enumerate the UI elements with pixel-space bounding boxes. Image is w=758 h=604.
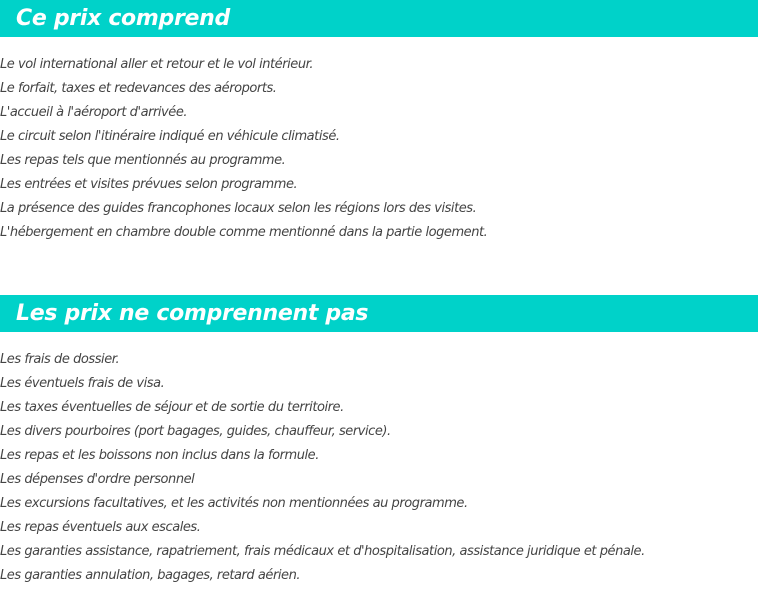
excluded-section bbox=[0, 295, 758, 583]
list-item: Les excursions facultatives, et les activités non mentionnées au programme. bbox=[0, 496, 468, 511]
list-item: La présence des guides francophones locaux selon les régions lors des visites. bbox=[0, 201, 477, 216]
list-item: Les entrées et visites prévues selon programme. bbox=[0, 177, 298, 192]
list-item: Les garanties assistance, rapatriement, frais médicaux et d'hospitalisation, assistance juridique et pénale. bbox=[0, 544, 645, 559]
list-item: Les taxes éventuelles de séjour et de sortie du territoire. bbox=[0, 400, 344, 415]
excluded-list bbox=[0, 348, 645, 588]
included-section-title: Ce prix comprend bbox=[0, 0, 758, 37]
excluded-section-title: Les prix ne comprennent pas bbox=[0, 295, 758, 332]
list-item: L'accueil à l'aéroport d'arrivée. bbox=[0, 105, 188, 120]
list-item: Les repas éventuels aux escales. bbox=[0, 520, 201, 535]
list-item: Les repas et les boissons non inclus dans la formule. bbox=[0, 448, 319, 463]
list-item: Les frais de dossier. bbox=[0, 352, 120, 367]
list-item: Les dépenses d'ordre personnel bbox=[0, 472, 195, 487]
list-item: Les divers pourboires (port bagages, guides, chauffeur, service). bbox=[0, 424, 391, 439]
included-section bbox=[0, 0, 758, 240]
list-item: Le vol international aller et retour et le vol intérieur. bbox=[0, 57, 314, 72]
list-item: Les repas tels que mentionnés au programme. bbox=[0, 153, 286, 168]
list-item: Les garanties annulation, bagages, retard aérien. bbox=[0, 568, 301, 583]
included-list bbox=[0, 53, 487, 245]
list-item: Le circuit selon l'itinéraire indiqué en véhicule climatisé. bbox=[0, 129, 340, 144]
list-item: Le forfait, taxes et redevances des aéroports. bbox=[0, 81, 277, 96]
list-item: Les éventuels frais de visa. bbox=[0, 376, 165, 391]
list-item: L'hébergement en chambre double comme mentionné dans la partie logement. bbox=[0, 225, 488, 240]
